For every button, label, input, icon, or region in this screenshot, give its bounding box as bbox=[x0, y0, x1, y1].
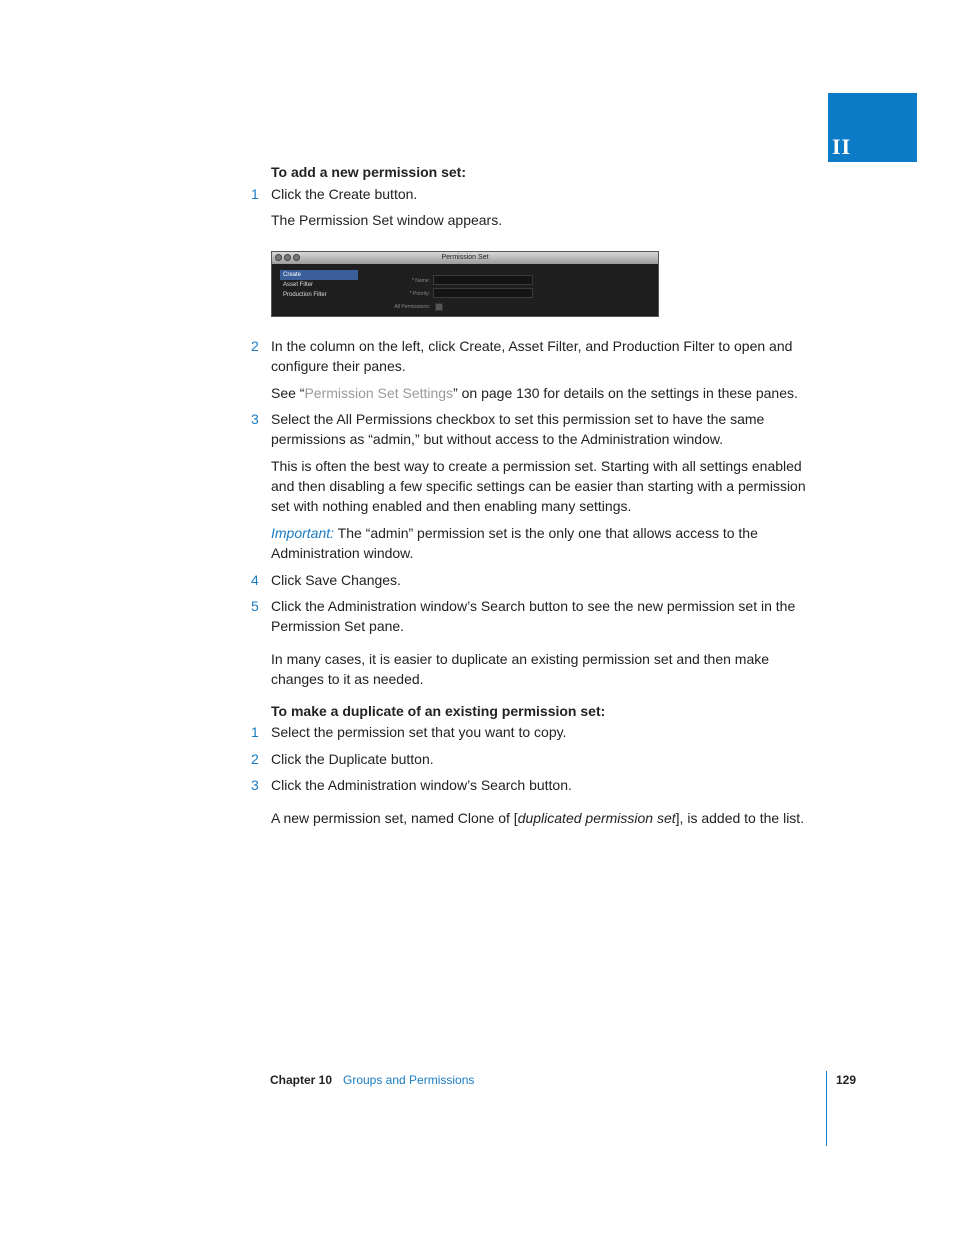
step-text: Select the permission set that you want to copy. bbox=[271, 724, 567, 740]
important-note bbox=[271, 523, 758, 543]
paragraph-line: changes to it as needed. bbox=[271, 671, 424, 687]
window-controls bbox=[275, 254, 302, 266]
step-text-line: Permission Set pane. bbox=[271, 618, 405, 634]
window-sidebar bbox=[280, 270, 358, 300]
priority-input[interactable] bbox=[433, 288, 533, 298]
see-reference bbox=[271, 383, 798, 403]
important-text: The “admin” permission set is the only one that allows access to the bbox=[334, 525, 758, 541]
sidebar-item-asset-filter[interactable]: Asset Filter bbox=[283, 282, 314, 288]
paragraph-line: In many cases, it is easier to duplicate an existing permission set and then make bbox=[271, 651, 770, 667]
step-result: The Permission Set window appears. bbox=[271, 212, 503, 228]
section-tab bbox=[828, 93, 917, 162]
step-number: 2 bbox=[251, 751, 259, 767]
step-text: Click Save Changes. bbox=[271, 572, 401, 588]
see-pre: See “ bbox=[271, 385, 305, 401]
priority-field-label: * Priority: bbox=[409, 291, 430, 297]
important-text-line: Administration window. bbox=[271, 545, 414, 561]
step-number: 3 bbox=[251, 777, 259, 793]
sidebar-item-create[interactable]: Create bbox=[280, 270, 358, 280]
paragraph-line: This is often the best way to create a permission set. Starting with all settings enabled bbox=[271, 458, 802, 474]
step-text: Click the Administration window’s Search button. bbox=[271, 777, 572, 793]
heading-add-permission-set: To add a new permission set: bbox=[271, 164, 467, 180]
result-sentence bbox=[271, 808, 804, 828]
footer-chapter: Chapter 10 bbox=[270, 1073, 333, 1087]
close-dot-icon bbox=[275, 254, 282, 261]
name-input[interactable] bbox=[433, 275, 533, 285]
step-number: 4 bbox=[251, 572, 259, 588]
step-number: 2 bbox=[251, 338, 259, 354]
step-text-line: permissions as “admin,” but without access to the Administration window. bbox=[271, 431, 724, 447]
step-text-line: Select the All Permissions checkbox to set this permission set to have the same bbox=[271, 411, 765, 427]
all-permissions-checkbox[interactable] bbox=[435, 303, 443, 311]
name-field-label: * Name: bbox=[411, 278, 430, 284]
step-number: 3 bbox=[251, 411, 259, 427]
important-label: Important: bbox=[271, 525, 335, 541]
heading-duplicate-permission-set: To make a duplicate of an existing permission set: bbox=[271, 703, 606, 719]
step-number: 5 bbox=[251, 598, 259, 614]
step-text: Click the Create button. bbox=[271, 186, 418, 202]
all-permissions-label: All Permissions: bbox=[394, 304, 430, 310]
window-titlebar bbox=[272, 252, 658, 264]
paragraph-line: set with nothing enabled and then enabling many settings. bbox=[271, 498, 632, 514]
footer-chapter-title[interactable]: Groups and Permissions bbox=[343, 1073, 475, 1087]
permission-set-settings-link[interactable]: Permission Set Settings bbox=[304, 385, 454, 401]
see-post: ” on page 130 for details on the settings in these panes. bbox=[453, 385, 798, 401]
minimize-dot-icon bbox=[284, 254, 291, 261]
result-post: ], is added to the list. bbox=[675, 810, 805, 826]
window-title: Permission Set bbox=[441, 254, 489, 261]
result-italic: duplicated permission set bbox=[517, 810, 676, 826]
permission-set-window-screenshot bbox=[271, 251, 659, 317]
step-text: Click the Duplicate button. bbox=[271, 751, 434, 767]
paragraph-line: and then disabling a few specific settings can be easier than starting with a permission bbox=[271, 478, 806, 494]
step-text-line: Click the Administration window’s Search button to see the new permission set in the bbox=[271, 598, 796, 614]
step-text-line: configure their panes. bbox=[271, 358, 406, 374]
section-tab-label: II bbox=[832, 134, 852, 159]
page-number: 129 bbox=[836, 1073, 857, 1087]
step-number: 1 bbox=[251, 724, 259, 740]
sidebar-item-production-filter[interactable]: Production Filter bbox=[283, 292, 327, 298]
result-pre: A new permission set, named Clone of [ bbox=[271, 810, 518, 826]
footer-divider bbox=[826, 1071, 827, 1146]
step-text-line: In the column on the left, click Create, Asset Filter, and Production Filter to open and bbox=[271, 338, 793, 354]
step-number: 1 bbox=[251, 186, 259, 202]
zoom-dot-icon bbox=[293, 254, 300, 261]
